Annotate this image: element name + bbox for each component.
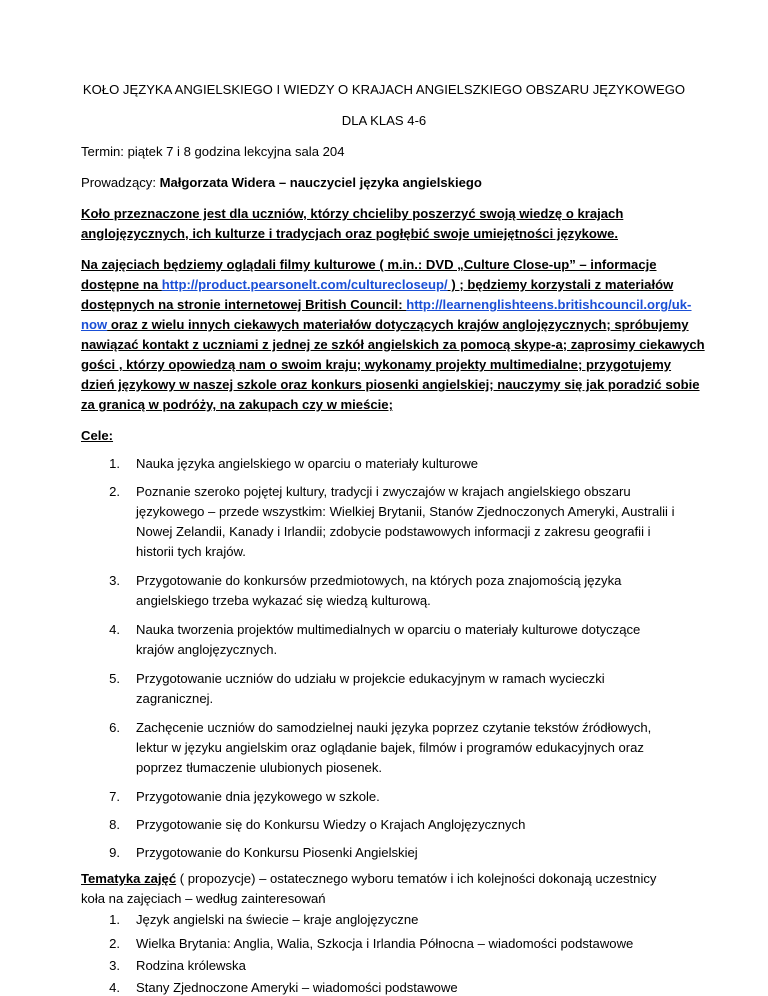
list-item: Przygotowanie się do Konkursu Wiedzy o Krajach Anglojęzycznych bbox=[136, 817, 526, 832]
list-number: 7. bbox=[109, 789, 120, 804]
list-number: 4. bbox=[109, 980, 120, 995]
prowadzacy-label: Prowadzący: bbox=[81, 175, 160, 190]
list-item: historii tych krajów. bbox=[136, 544, 246, 559]
list-item: poprzez tłumaczenie ulubionych piosenek. bbox=[136, 760, 383, 775]
list-number: 2. bbox=[109, 936, 120, 951]
list-item: Przygotowanie uczniów do udziału w projekcie edukacyjnym w ramach wycieczki bbox=[136, 671, 605, 686]
termin-line: Termin: piątek 7 i 8 godzina lekcyjna sala 204 bbox=[81, 144, 345, 159]
cele-heading: Cele: bbox=[81, 428, 114, 443]
list-item: Zachęcenie uczniów do samodzielnej nauki języka poprzez czytanie tekstów źródłowych, bbox=[136, 720, 652, 735]
para-text: dostępne na bbox=[81, 277, 162, 292]
list-item: Nowej Zelandii, Kanady i Irlandii; zdobycie podstawowych informacji z zakresu geografii i bbox=[136, 524, 651, 539]
list-item: Język angielski na świecie – kraje anglojęzyczne bbox=[136, 912, 419, 927]
list-item: Nauka języka angielskiego w oparciu o materiały kulturowe bbox=[136, 456, 479, 471]
para-text: ) ; będziemy korzystali z materiałów bbox=[447, 277, 674, 292]
para-line-1: Na zajęciach będziemy oglądali filmy kulturowe ( m.in.: DVD „Culture Close-up” – informacje bbox=[81, 257, 657, 272]
list-item: Stany Zjednoczone Ameryki – wiadomości podstawowe bbox=[136, 980, 458, 995]
para-text: dostępnych na stronie internetowej British Council: bbox=[81, 297, 407, 312]
list-item: lektur w języku angielskim oraz oglądanie bajek, filmów i programów edukacyjnych oraz bbox=[136, 740, 644, 755]
para-line-8: za granicą w podróży, na zakupach czy w mieście; bbox=[81, 397, 393, 412]
list-item: Rodzina królewska bbox=[136, 958, 246, 973]
list-item: Poznanie szeroko pojętej kultury, tradycji i zwyczajów w krajach angielskiego obszaru bbox=[136, 484, 631, 499]
tematyka-text: ( propozycje) – ostatecznego wyboru tematów i ich kolejności dokonają uczestnicy bbox=[176, 871, 657, 886]
pearson-link[interactable]: http://product.pearsonelt.com/culturecloseup/ bbox=[161, 277, 448, 292]
list-number: 3. bbox=[109, 958, 120, 973]
list-item: krajów anglojęzycznych. bbox=[136, 642, 278, 657]
para-line-4 bbox=[81, 317, 689, 333]
british-council-link[interactable]: http://learnenglishteens.britishcouncil.org/uk- bbox=[406, 297, 692, 312]
list-item: Przygotowanie dnia językowego w szkole. bbox=[136, 789, 380, 804]
list-item: Przygotowanie do konkursów przedmiotowych, na których poza znajomością języka bbox=[136, 573, 622, 588]
list-number: 8. bbox=[109, 817, 120, 832]
prowadzacy-value: Małgorzata Widera – nauczyciel języka angielskiego bbox=[159, 175, 482, 190]
list-number: 1. bbox=[109, 456, 120, 471]
prowadzacy-line bbox=[81, 175, 482, 191]
list-number: 4. bbox=[109, 622, 120, 637]
list-number: 9. bbox=[109, 845, 120, 860]
document-title: KOŁO JĘZYKA ANGIELSKIEGO I WIEDZY O KRAJACH ANGIELSZKIEGO OBSZARU JĘZYKOWEGO bbox=[82, 82, 686, 97]
para-line-2 bbox=[81, 277, 673, 293]
british-council-link-cont[interactable]: now bbox=[81, 317, 108, 332]
para-line-3 bbox=[81, 297, 691, 313]
tematyka-line-2: koła na zajęciach – według zainteresowań bbox=[81, 891, 326, 906]
para-line-5: nawiązać kontakt z uczniami z jednej ze szkół angielskich za pomocą skype-a; zaprosimy ciekawych bbox=[81, 337, 705, 352]
list-number: 1. bbox=[109, 912, 120, 927]
tematyka-label: Tematyka zajęć bbox=[81, 871, 177, 886]
list-number: 2. bbox=[109, 484, 120, 499]
list-item: językowego – przede wszystkim: Wielkiej Brytanii, Stanów Zjednoczonych Ameryki, Australii i bbox=[136, 504, 675, 519]
tematyka-line-1 bbox=[81, 871, 656, 887]
document-subtitle: DLA KLAS 4-6 bbox=[341, 113, 427, 128]
list-number: 6. bbox=[109, 720, 120, 735]
list-item: angielskiego trzeba wykazać się wiedzą kulturową. bbox=[136, 593, 431, 608]
para-text: oraz z wielu innych ciekawych materiałów dotyczących krajów anglojęzycznych; spróbujemy bbox=[107, 317, 689, 332]
para-line-7: dzień językowy w naszej szkole oraz konkurs piosenki angielskiej; nauczymy się jak poradzić sobie bbox=[81, 377, 700, 392]
para-line-6: gości , którzy opowiedzą nam o swoim kraju; wykonamy projekty multimedialne; przygotujemy bbox=[81, 357, 672, 372]
list-item: zagranicznej. bbox=[136, 691, 214, 706]
list-item: Nauka tworzenia projektów multimedialnych w oparciu o materiały kulturowe dotyczące bbox=[136, 622, 641, 637]
intro-line-2: anglojęzycznych, ich kulturze i tradycjach oraz pogłębić swoje umiejętności językowe. bbox=[81, 226, 619, 241]
list-number: 5. bbox=[109, 671, 120, 686]
list-item: Przygotowanie do Konkursu Piosenki Angielskiej bbox=[136, 845, 418, 860]
list-number: 3. bbox=[109, 573, 120, 588]
list-item: Wielka Brytania: Anglia, Walia, Szkocja i Irlandia Północna – wiadomości podstawowe bbox=[136, 936, 634, 951]
intro-line-1: Koło przeznaczone jest dla uczniów, którzy chcieliby poszerzyć swoją wiedzę o krajach bbox=[81, 206, 624, 221]
